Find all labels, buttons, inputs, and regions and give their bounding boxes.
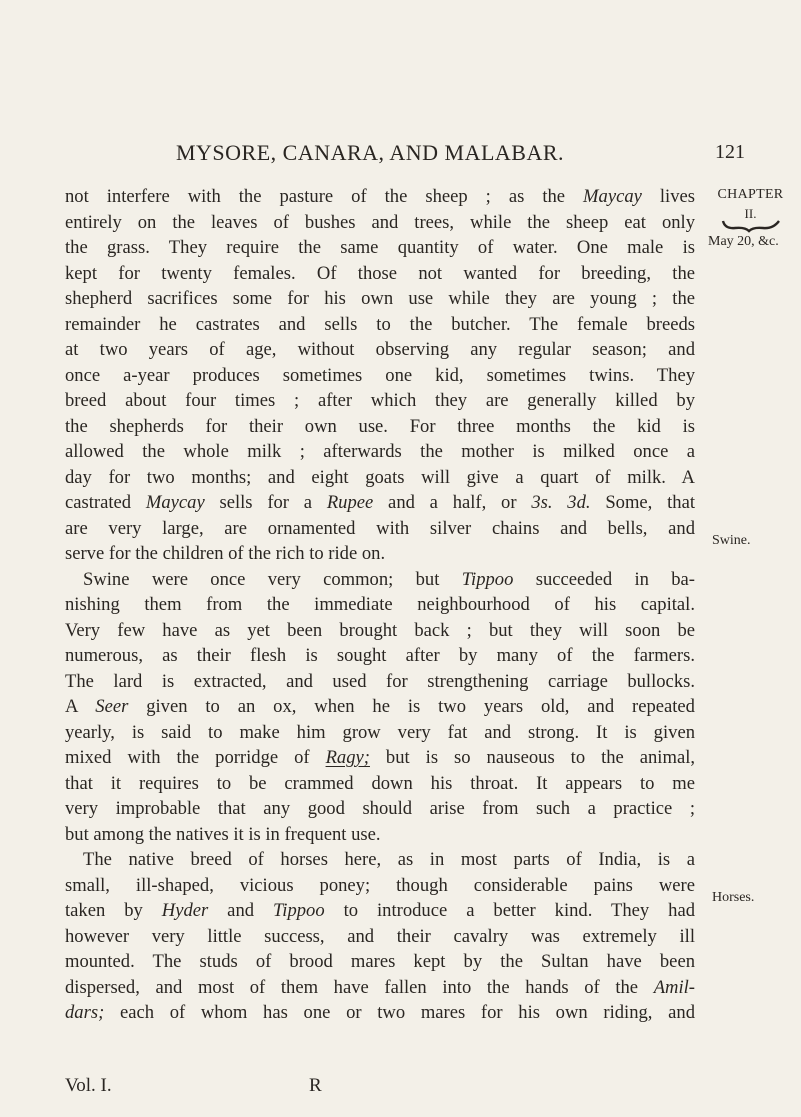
text-line: A Seer given to an ox, when he is two years old, and repeated xyxy=(65,696,695,717)
text-line: shepherd sacrifices some for his own use while they are young ; the xyxy=(65,288,695,309)
text-line: dispersed, and most of them have fallen into the hands of the Amil- xyxy=(65,976,695,998)
text-line: nishing them from the immediate neighbourhood of his capital. xyxy=(65,594,695,615)
text-line: at two years of age, without observing any regular season; and xyxy=(65,339,695,360)
date-margin-note: May 20, &c. xyxy=(708,234,779,249)
text-line: taken by Hyder and Tippoo to introduce a better kind. They had xyxy=(65,900,695,921)
text-line: entirely on the leaves of bushes and trees, while the sheep eat only xyxy=(65,211,695,233)
chapter-label: CHAPTER xyxy=(717,187,784,202)
horses-margin-note: Horses. xyxy=(712,890,755,905)
text-line: the shepherds for their own use. For three months the kid is xyxy=(65,415,695,437)
text-line: however very little success, and their cavalry was extremely ill xyxy=(65,925,695,947)
swine-margin-note: Swine. xyxy=(712,533,751,548)
text-line: kept for twenty females. Of those not wanted for breeding, the xyxy=(65,262,695,284)
text-line: breed about four times ; after which they are generally killed by xyxy=(65,390,695,411)
text-line: yearly, is said to make him grow very fat and strong. It is given xyxy=(65,721,695,743)
text-line: not interfere with the pasture of the sheep ; as the Maycay lives xyxy=(65,186,695,207)
running-header: MYSORE, CANARA, AND MALABAR. xyxy=(175,140,565,165)
text-line: Swine were once very common; but Tippoo succeeded in ba- xyxy=(83,568,695,590)
text-line: The lard is extracted, and used for strengthening carriage bullocks. xyxy=(65,670,695,692)
volume-label: Vol. I. xyxy=(65,1075,112,1096)
text-line: numerous, as their flesh is sought after by many of the farmers. xyxy=(65,645,695,666)
signature-mark: R xyxy=(309,1075,322,1096)
body-text xyxy=(65,184,695,1026)
page-footer xyxy=(65,1075,695,1101)
text-line: once a-year produces sometimes one kid, sometimes twins. They xyxy=(65,364,695,386)
text-line: are very large, are ornamented with silver chains and bells, and xyxy=(65,517,695,539)
text-line: Very few have as yet been brought back ; but they will soon be xyxy=(65,619,695,641)
text-line: mounted. The studs of brood mares kept by the Sultan have been xyxy=(65,951,695,972)
text-line: castrated Maycay sells for a Rupee and a half, or 3s. 3d. Some, that xyxy=(65,492,695,513)
text-line: the grass. They require the same quantity of water. One male is xyxy=(65,237,695,258)
text-line: serve for the children of the rich to ride on. xyxy=(65,543,386,564)
text-line: small, ill-shaped, vicious poney; though considerable pains were xyxy=(65,874,695,896)
text-line: that it requires to be crammed down his throat. It appears to me xyxy=(65,772,695,794)
text-line: but among the natives it is in frequent use. xyxy=(65,823,381,845)
chapter-number: II. xyxy=(744,206,757,221)
text-line: mixed with the porridge of Ragy; but is so nauseous to the animal, xyxy=(65,747,696,768)
chapter-margin-note xyxy=(708,186,793,251)
text-line: The native breed of horses here, as in most parts of India, is a xyxy=(83,849,695,870)
text-line: day for two months; and eight goats will give a quart of milk. A xyxy=(65,466,695,488)
text-line: dars; each of whom has one or two mares for his own riding, and xyxy=(65,1002,695,1023)
text-line: remainder he castrates and sells to the butcher. The female breeds xyxy=(65,313,695,335)
text-line: allowed the whole milk ; afterwards the mother is milked once a xyxy=(65,441,695,462)
page-number: 121 xyxy=(715,141,745,163)
text-line: very improbable that any good should arise from such a practice ; xyxy=(65,798,695,819)
